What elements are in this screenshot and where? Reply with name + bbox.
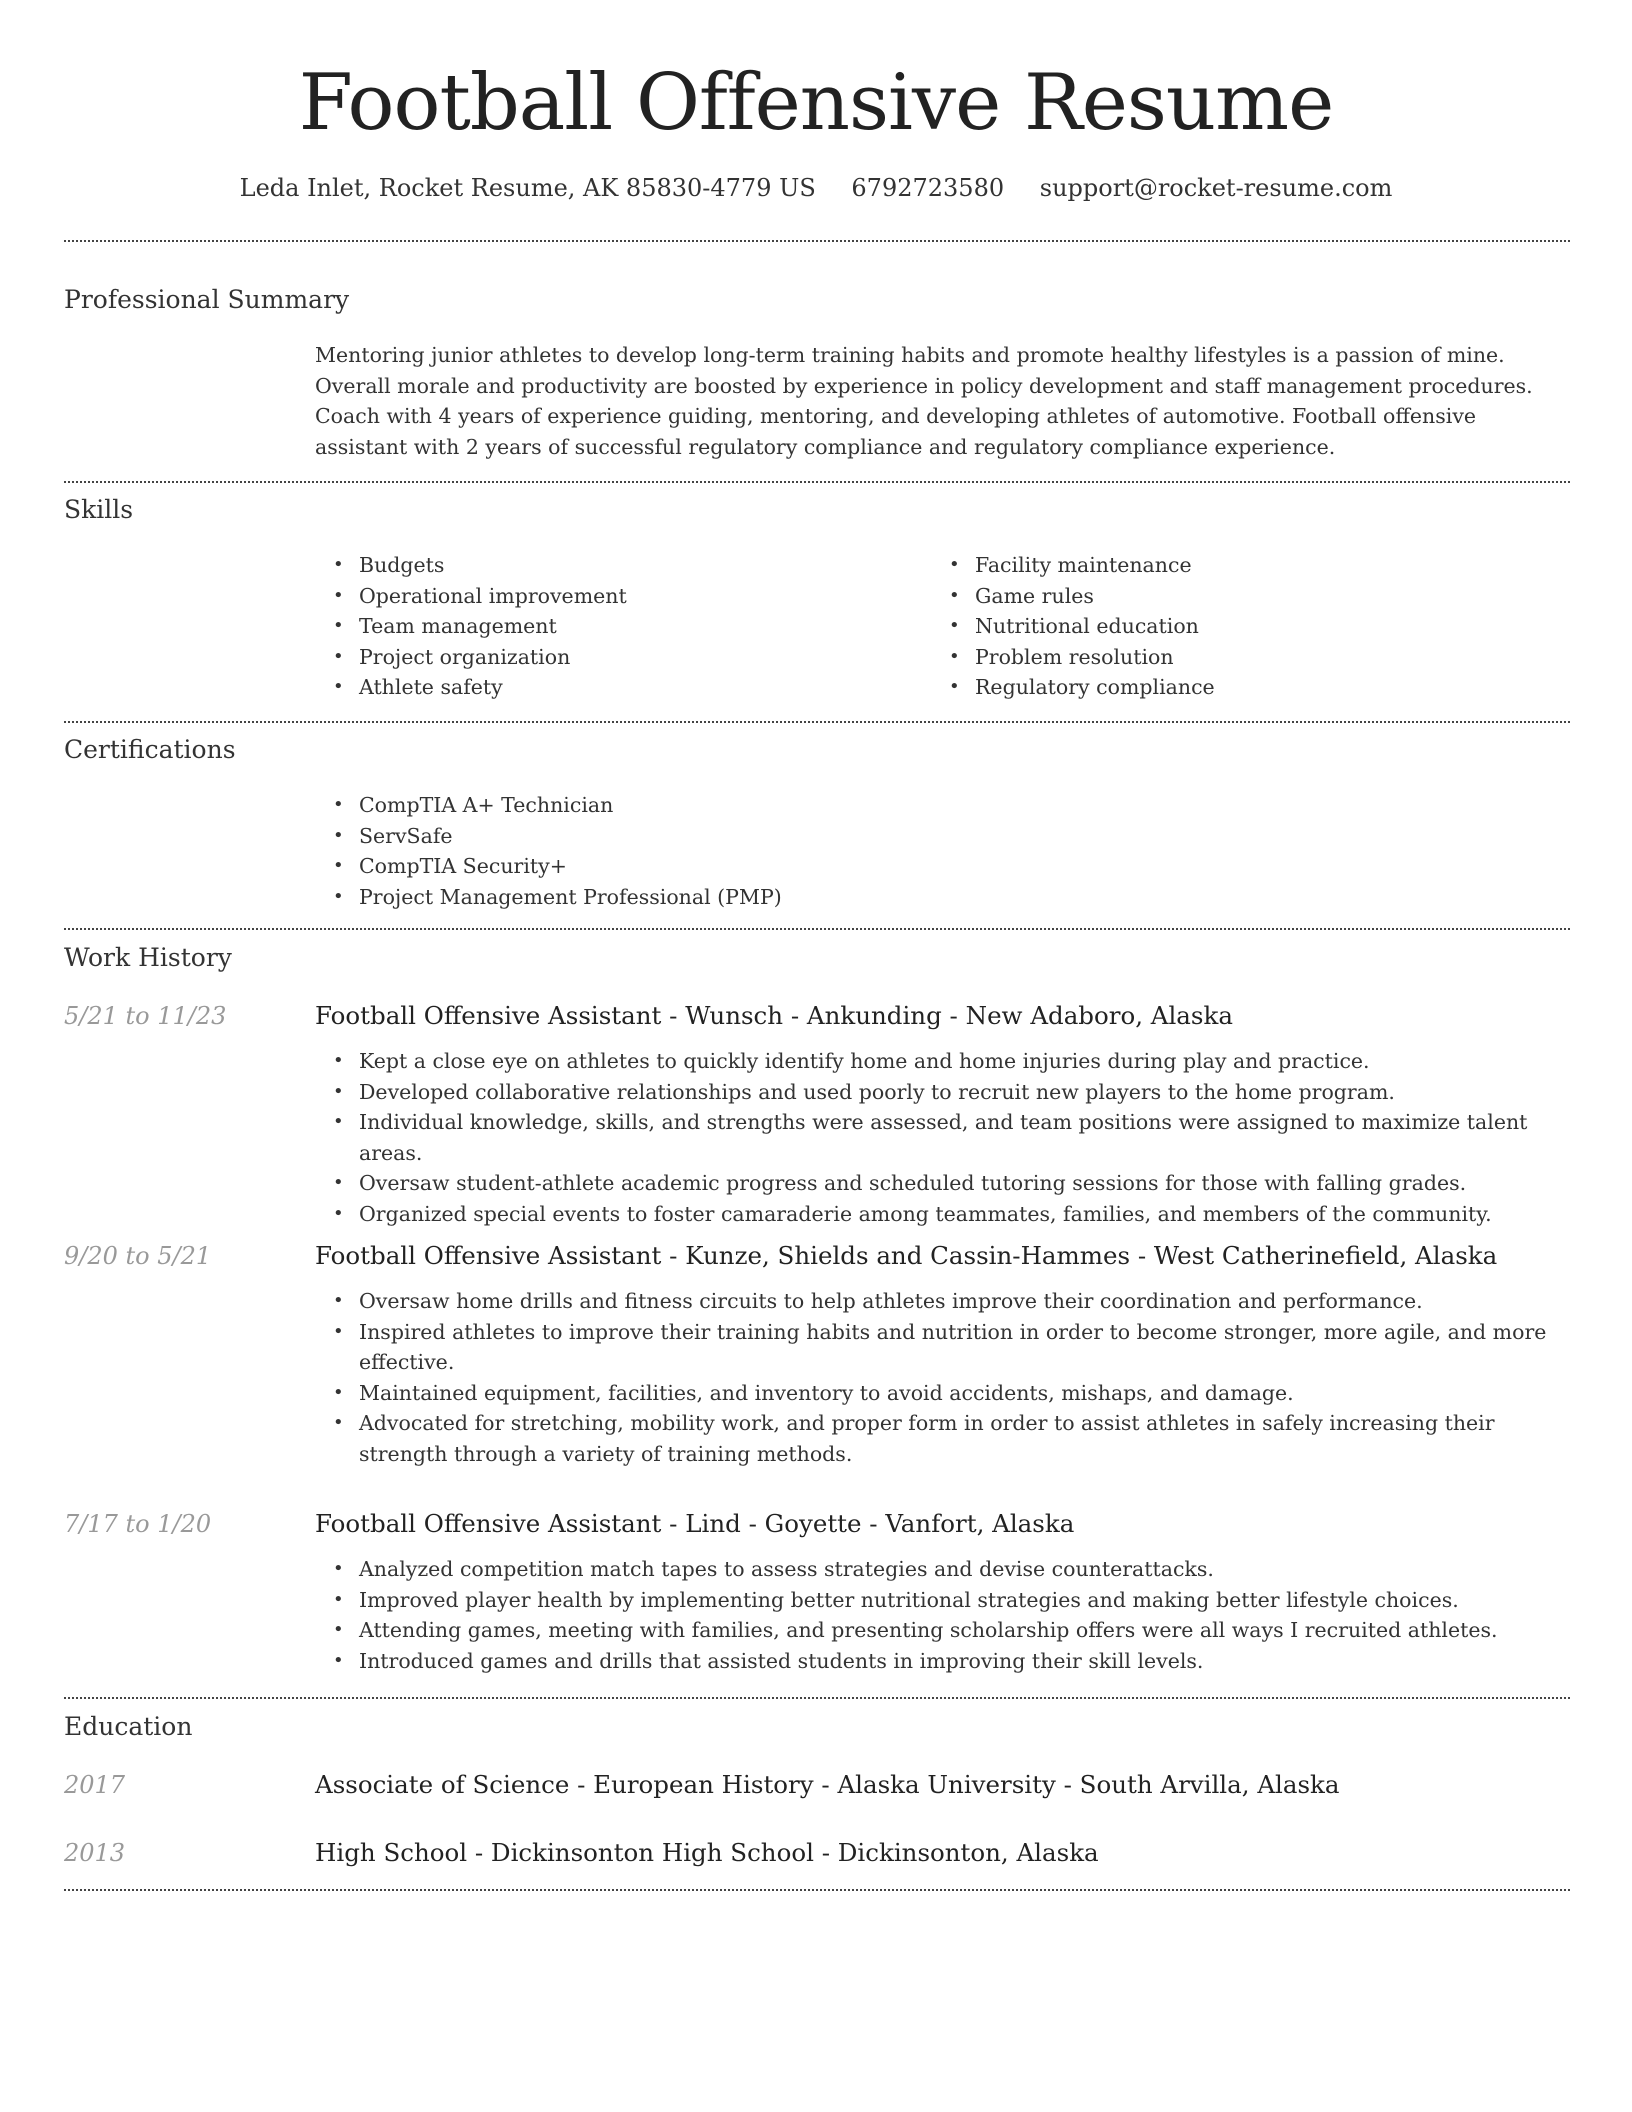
job-bullet: • Oversaw student-athlete academic progress and scheduled tutoring sessions for those with falling grades. <box>359 1168 1570 1199</box>
skill-item: • Operational improvement <box>359 581 931 612</box>
work-history-heading: Work History <box>64 943 232 972</box>
skills-heading: Skills <box>64 495 134 524</box>
education-entry <box>315 1835 1570 1871</box>
certifications-list <box>315 790 1570 912</box>
skill-item: • Project organization <box>359 642 931 673</box>
job-bullet: • Attending games, meeting with families, and presenting scholarship offers were all ways I recruited athletes. <box>359 1615 1570 1646</box>
skill-item: • Nutritional education <box>975 611 1547 642</box>
summary-section <box>315 340 1570 462</box>
job-entry <box>315 998 1570 1229</box>
contact-line <box>0 170 1632 206</box>
job-bullet: • Analyzed competition match tapes to assess strategies and devise counterattacks. <box>359 1554 1570 1585</box>
phone: 6792723580 <box>851 174 1005 202</box>
summary-text: Mentoring junior athletes to develop long-term training habits and promote healthy lifestyles is a passion of mine. Overall morale and productivity are boosted by experience in policy development and staff management procedures. Coach with 4 years of experience guiding, mentoring, and developing athletes of automotive. Football offensive assistant with 2 years of successful regulatory compliance and regulatory compliance experience. <box>315 343 1533 459</box>
job-title: Football Offensive Assistant - Wunsch - Ankunding - New Adaboro, Alaska <box>315 1001 1233 1030</box>
skills-list-left <box>315 550 931 703</box>
divider <box>64 928 1570 930</box>
job-bullet: • Inspired athletes to improve their training habits and nutrition in order to become stronger, more agile, and more effective. <box>359 1317 1570 1378</box>
skills-list-right <box>931 550 1547 703</box>
job-title: Football Offensive Assistant - Lind - Goyette - Vanfort, Alaska <box>315 1509 1075 1538</box>
resume-title: Football Offensive Resume <box>298 58 1334 148</box>
job-bullet: • Developed collaborative relationships and used poorly to recruit new players to the home program. <box>359 1077 1570 1108</box>
job-bullet: • Organized special events to foster camaraderie among teammates, families, and members of the community. <box>359 1199 1570 1230</box>
divider <box>64 1889 1570 1891</box>
education-entry <box>315 1767 1570 1803</box>
education-heading: Education <box>64 1712 193 1741</box>
education-title: Associate of Science - European History - Alaska University - South Arvilla, Alaska <box>315 1770 1340 1799</box>
job-dates: 9/20 to 5/21 <box>64 1242 212 1270</box>
certifications-heading: Certifications <box>64 735 236 764</box>
job-bullets <box>315 1286 1570 1469</box>
skill-item: • Regulatory compliance <box>975 672 1547 703</box>
divider <box>64 721 1570 723</box>
skill-item: • Game rules <box>975 581 1547 612</box>
skill-item: • Team management <box>359 611 931 642</box>
divider <box>64 1697 1570 1699</box>
education-year: 2013 <box>64 1839 126 1867</box>
job-bullet: • Oversaw home drills and fitness circuits to help athletes improve their coordination and performance. <box>359 1286 1570 1317</box>
job-dates: 7/17 to 1/20 <box>64 1510 212 1538</box>
education-year: 2017 <box>64 1771 126 1799</box>
certification-item: • CompTIA A+ Technician <box>359 790 1570 821</box>
certification-item: • ServSafe <box>359 821 1570 852</box>
skill-item: • Problem resolution <box>975 642 1547 673</box>
skills-section <box>315 550 1570 703</box>
job-bullet: • Individual knowledge, skills, and strengths were assessed, and team positions were assigned to maximize talent areas. <box>359 1107 1570 1168</box>
education-title: High School - Dickinsonton High School - Dickinsonton, Alaska <box>315 1838 1099 1867</box>
job-title: Football Offensive Assistant - Kunze, Shields and Cassin-Hammes - West Catherinefield, Alaska <box>315 1241 1498 1270</box>
certification-item: • CompTIA Security+ <box>359 851 1570 882</box>
address: Leda Inlet, Rocket Resume, AK 85830-4779 US <box>239 174 816 202</box>
job-bullet: • Improved player health by implementing better nutritional strategies and making better lifestyle choices. <box>359 1585 1570 1616</box>
certification-item: • Project Management Professional (PMP) <box>359 882 1570 913</box>
skill-item: • Athlete safety <box>359 672 931 703</box>
job-dates: 5/21 to 11/23 <box>64 1002 227 1030</box>
job-bullets <box>315 1046 1570 1229</box>
summary-heading: Professional Summary <box>64 285 350 314</box>
job-entry <box>315 1506 1570 1676</box>
job-entry <box>315 1238 1570 1469</box>
divider <box>64 240 1570 242</box>
email: support@rocket-resume.com <box>1039 174 1393 202</box>
job-bullet: • Advocated for stretching, mobility work, and proper form in order to assist athletes in safely increasing their strength through a variety of training methods. <box>359 1408 1570 1469</box>
job-bullet: • Maintained equipment, facilities, and inventory to avoid accidents, mishaps, and damage. <box>359 1378 1570 1409</box>
job-bullets <box>315 1554 1570 1676</box>
skill-item: • Budgets <box>359 550 931 581</box>
job-bullet: • Introduced games and drills that assisted students in improving their skill levels. <box>359 1646 1570 1677</box>
skill-item: • Facility maintenance <box>975 550 1547 581</box>
certifications-section <box>315 790 1570 912</box>
divider <box>64 481 1570 483</box>
job-bullet: • Kept a close eye on athletes to quickly identify home and home injuries during play and practice. <box>359 1046 1570 1077</box>
